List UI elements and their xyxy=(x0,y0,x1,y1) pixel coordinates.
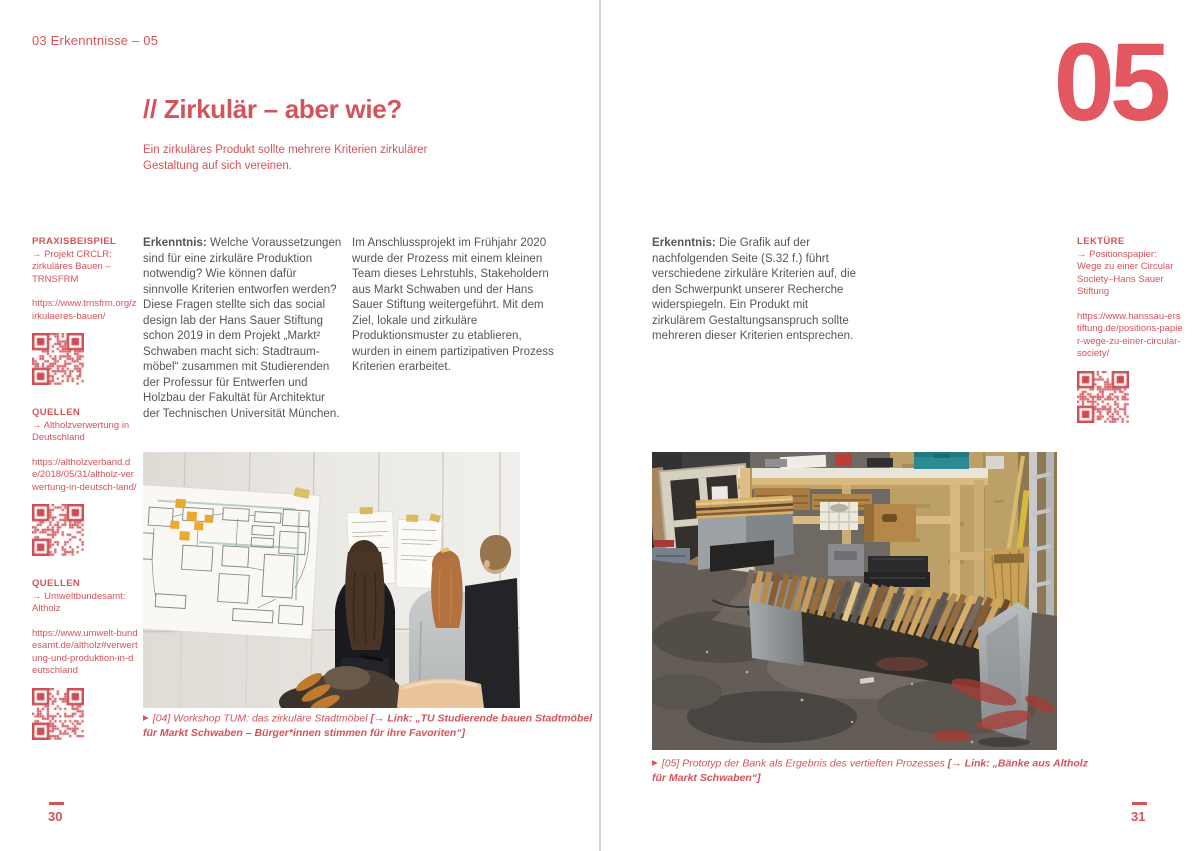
caption-link[interactable]: [→ Link: „Bänke aus Altholz für Markt Schwaben“] xyxy=(652,757,1088,784)
sidebar-link[interactable]: https://www.hanssau-erstiftung.de/positions-papier-wege-zu-einer-circular-society/ xyxy=(1077,310,1183,359)
paragraph-text: Die Grafik auf der nachfolgenden Seite (S.32 f.) führt verschiedene zirkuläre Kriterien auf, die den Schwerpunkt unserer Recherche widerspiegeln. Ein Produkt mit zirkulärem Gestaltungsanspruch sollte mehreren dieser Kriterien entsprechen. xyxy=(652,237,857,342)
page-number-right xyxy=(1131,802,1147,824)
body-column-2 xyxy=(352,236,557,376)
paragraph-lead: Erkenntnis: xyxy=(652,237,716,249)
qr-code-icon xyxy=(32,333,84,385)
sidebar-heading: QUELLEN xyxy=(32,578,81,589)
paragraph-lead: Erkenntnis: xyxy=(143,237,207,249)
left-sidebar xyxy=(32,236,138,740)
chapter-number: 05 xyxy=(1053,21,1166,144)
body-column-3 xyxy=(652,236,860,345)
sidebar-reference: → Positionspapier: Wege zu einer Circular Society–Hans Sauer Stiftung xyxy=(1077,248,1174,297)
workshop-photo-illustration xyxy=(143,452,520,708)
page-title: // Zirkulär – aber wie? xyxy=(143,94,402,124)
qr-code-icon xyxy=(32,504,84,556)
paragraph xyxy=(143,236,343,298)
page-number-dash xyxy=(49,802,64,805)
paragraph-text: Welche Voraussetzungen sind für eine zirkuläre Produktion notwendig? Wie können dafür sinnvolle Kriterien entworfen werden? xyxy=(143,237,342,296)
sidebar-section-quellen-1 xyxy=(32,407,138,556)
qr-code-icon xyxy=(1077,371,1129,423)
page-header: 03 Erkenntnisse – 05 xyxy=(32,33,159,48)
sidebar-reference: → Projekt CRCLR: zirkuläres Bauen –TRNSFRM xyxy=(32,248,112,285)
body-column-1 xyxy=(143,236,343,422)
sidebar-link[interactable]: https://altholzverband.de/2018/05/31/altholz-verwertung-in-deutsch-land/ xyxy=(32,456,137,493)
sidebar-section-lektuere xyxy=(1077,236,1183,423)
sidebar-section-praxisbeispiel xyxy=(32,236,138,385)
page-gutter-divider xyxy=(599,0,601,851)
sidebar-link[interactable]: https://www.trnsfrm.org/zirkulaeres-bauen/ xyxy=(32,298,137,322)
sidebar-heading: PRAXISBEISPIEL xyxy=(32,236,117,247)
paragraph: Diese Fragen stellte sich das social design lab der Hans Sauer Stiftung schon 2019 in dem Projekt „Markt² Schwaben macht sich: Stadtraummöbel“ zusammen mit Studierenden der Professur für Entwerfen und Holzbau der Fakultät für Architektur der Technischen Universität München. xyxy=(143,299,340,420)
sidebar-link[interactable]: https://www.umwelt-bundesamt.de/altholz#verwertung-und-produktion-in-deutschland xyxy=(32,627,138,676)
sidebar-heading: LEKTÜRE xyxy=(1077,236,1125,247)
page-number: 30 xyxy=(48,809,63,824)
caption-marker-icon: ▶ xyxy=(652,758,658,767)
photo-caption xyxy=(143,711,595,740)
caption-text: [05] Prototyp der Bank als Ergebnis des vertieften Prozesses xyxy=(661,757,948,770)
qr-code-icon xyxy=(32,688,84,740)
workshop-photo xyxy=(143,452,520,708)
page-number-left xyxy=(48,802,64,824)
sidebar-section-quellen-2 xyxy=(32,578,138,740)
paragraph xyxy=(652,236,860,345)
right-sidebar xyxy=(1077,236,1183,423)
page-number-dash xyxy=(1132,802,1147,805)
sidebar-reference: → Umweltbundesamt: Altholz xyxy=(32,590,126,614)
paragraph: Im Anschlussprojekt im Frühjahr 2020 wurde der Prozess mit einem kleinen Team dieses Lehrstuhls, Stakeholdern aus Markt Schwaben und der Hans Sauer Stiftung weitergeführt. Mit dem Ziel, lokale und zirkuläre Produktionsmuster zu etablieren, wurden in einem partizipativen Prozess Kriterien erarbeitet. xyxy=(352,237,554,373)
sidebar-reference: → Altholzverwertung in Deutschland xyxy=(32,419,130,443)
bench-photo-illustration xyxy=(652,452,1057,750)
page-subtitle: Ein zirkuläres Produkt sollte mehrere Kriterien zirkulärer Gestaltung auf sich vereinen. xyxy=(143,144,428,172)
bench-prototype-photo xyxy=(652,452,1057,750)
sidebar-heading: QUELLEN xyxy=(32,407,81,418)
page-number: 31 xyxy=(1131,809,1146,824)
caption-text: [04] Workshop TUM: das zirkuläre Stadtmöbel xyxy=(152,712,371,725)
caption-marker-icon: ▶ xyxy=(143,713,149,722)
photo-caption xyxy=(652,756,1104,785)
caption-link[interactable]: [→ Link: „TU Studierende bauen Stadtmöbel für Markt Schwaben – Bürger*innen stimmen für ihre Favoriten“] xyxy=(143,712,593,739)
